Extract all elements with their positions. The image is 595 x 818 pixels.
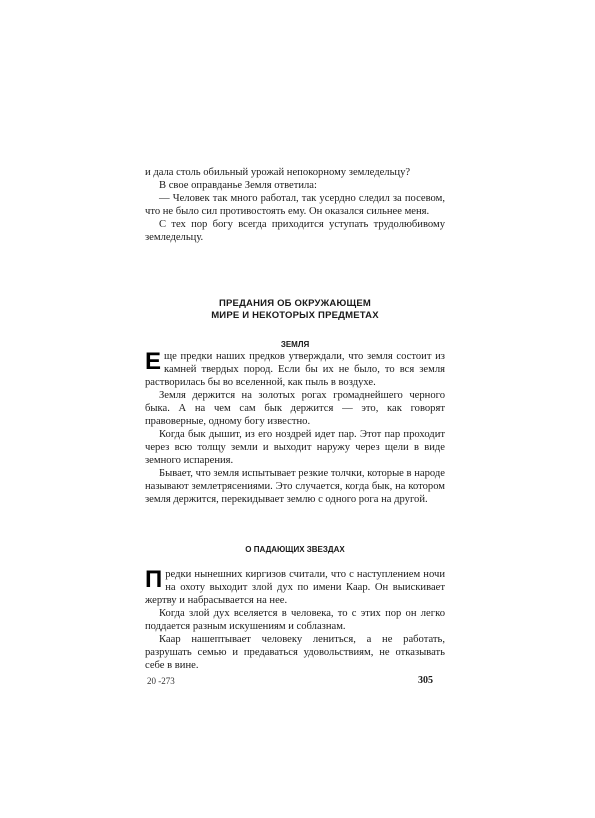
section-title-line-1: ПРЕДАНИЯ ОБ ОКРУЖАЮЩЕМ — [218, 298, 372, 309]
section-title — [145, 298, 445, 322]
stars-paragraph-3: Каар нашептывает человеку лениться, а не работать, разрушать семью и предаваться удовольствиям, не отказывать себе в вине. — [145, 634, 445, 671]
stars-dropcap: П — [145, 566, 163, 593]
earth-paragraph-4: Бывает, что земля испытывает резкие толчки, которые в народе называют землетрясениями. Это случается, когда бык, на котором земля держится, перекидывает землю с одного рога на другой. — [145, 468, 445, 505]
stars-text — [145, 568, 445, 672]
stars-heading: О ПАДАЮЩИХ ЗВЕЗДАХ — [245, 545, 345, 554]
earth-paragraph-3: Когда бык дышит, из его ноздрей идет пар. Этот пар проходит через всю толщу земли и выходит наружу через щели в виде земного испарения. — [145, 429, 445, 466]
intro-text — [145, 166, 445, 244]
intro-paragraph-1: и дала столь обильный урожай непокорному земледельцу? — [145, 167, 411, 178]
signature-mark: 20 -273 — [147, 676, 175, 686]
intro-paragraph-2: В свое оправданье Земля ответила: — [159, 180, 317, 191]
earth-paragraph-1-text: ще предки наших предков утверждали, что земля состоит из камней твердых пород. Если бы их не было, то вся земля растворилась бы во вселенной, как пыль в воздухе. — [145, 351, 445, 388]
earth-text — [145, 350, 445, 506]
earth-paragraph-1 — [145, 350, 445, 389]
page-number: 305 — [418, 675, 433, 686]
earth-dropcap: Е — [145, 348, 162, 375]
stars-paragraph-1-text: редки нынешних киргизов считали, что с наступлением ночи на охоту выходит злой дух по имени Каар. Он выискивает жертву и набрасывается на нее. — [145, 569, 445, 606]
earth-paragraph-2: Земля держится на золотых рогах громаднейшего черного быка. А на чем сам бык держится — это, как говорят правоверные, одному богу известно. — [145, 390, 445, 427]
stars-paragraph-1 — [145, 568, 445, 607]
earth-heading: ЗЕМЛЯ — [280, 340, 310, 349]
stars-paragraph-2: Когда злой дух вселяется в человека, то с этих пор он легко поддается разным искушениям и соблазнам. — [145, 608, 445, 632]
intro-paragraph-4: С тех пор богу всегда приходится уступать трудолюбивому земледельцу. — [145, 219, 445, 243]
section-title-line-2: МИРЕ И НЕКОТОРЫХ ПРЕДМЕТАХ — [211, 310, 379, 321]
intro-paragraph-3: — Человек так много работал, так усердно следил за посевом, что не было сил противостоять ему. Он оказался сильнее меня. — [145, 193, 445, 217]
